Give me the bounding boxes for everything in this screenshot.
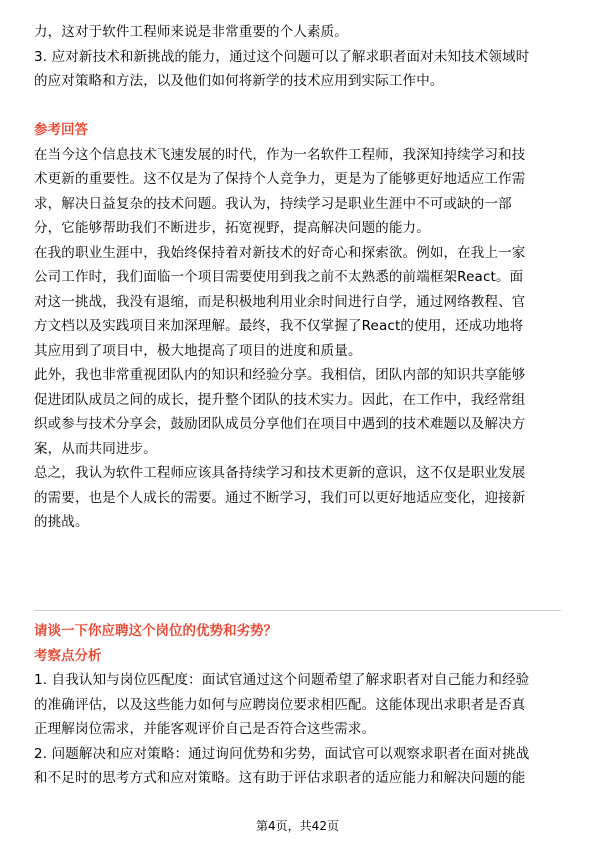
question-section xyxy=(34,621,561,793)
text-line: 2. 问题解决和应对策略：通过询问优势和劣势，面试官可以观察求职者在面对挑战 xyxy=(34,745,530,762)
text-line: 分，它能够帮助我们不断进步，拓宽视野，提高解决问题的能力。 xyxy=(34,220,430,236)
page-number: 第4页，共42页 xyxy=(256,819,339,833)
text-line: 力，这对于软件工程师来说是非常重要的个人素质。 xyxy=(34,24,348,40)
text-line: 其应用到了项目中，极大地提高了项目的进度和质量。 xyxy=(34,342,362,359)
text-line: 公司工作时，我们面临一个项目需要使用到我之前不太熟悉的前端框架React。面 xyxy=(34,269,524,285)
reference-answer-heading: 参考回答 xyxy=(34,122,88,138)
text-line: 3. 应对新技术和新挑战的能力，通过这个问题可以了解求职者面对未知技术领域时 xyxy=(34,48,530,65)
text-line: 织或参与技术分享会，鼓励团队成员分享他们在项目中遇到的技术难题以及解决方 xyxy=(34,416,526,432)
criteria-continuation xyxy=(34,22,561,96)
text-line: 在我的职业生涯中，我始终保持着对新技术的好奇心和探索欲。例如，在我上一家 xyxy=(34,244,526,261)
text-line: 总之，我认为软件工程师应该具备持续学习和技术更新的意识，这不仅是职业发展 xyxy=(34,465,526,481)
text-line: 1. 自我认知与岗位匹配度：面试官通过这个问题希望了解求职者对自己能力和经验 xyxy=(34,672,530,688)
text-line: 此外，我也非常重视团队内的知识和经验分享。我相信，团队内部的知识共享能够 xyxy=(34,367,526,383)
text-line: 的应对策略和方法，以及他们如何将新学的技术应用到实际工作中。 xyxy=(34,73,444,89)
text-line: 方文档以及实践项目来加深理解。最终，我不仅掌握了React的使用，还成功地将 xyxy=(34,318,524,334)
analysis-heading: 考察点分析 xyxy=(34,647,102,664)
text-line: 术更新的重要性。这不仅是为了保持个人竞争力，更是为了能够更好地适应工作需 xyxy=(34,171,526,187)
reference-answer-section xyxy=(34,120,561,537)
text-line: 在当今这个信息技术飞速发展的时代，作为一名软件工程师，我深知持续学习和技 xyxy=(34,146,526,163)
text-line: 和不足时的思考方式和应对策略。这有助于评估求职者的适应能力和解决问题的能 xyxy=(34,770,526,786)
section-divider xyxy=(34,610,561,611)
text-line: 促进团队成员之间的成长，提升整个团队的技术实力。因此，在工作中，我经常组 xyxy=(34,391,526,408)
text-line: 的挑战。 xyxy=(34,514,89,530)
text-line: 求，解决日益复杂的技术问题。我认为，持续学习是职业生涯中不可或缺的一部 xyxy=(34,195,512,212)
text-line: 的准确评估，以及这些能力如何与应聘岗位要求相匹配。这能体现出求职者是否真 xyxy=(34,696,526,713)
question-title: 请谈一下你应聘这个岗位的优势和劣势？ xyxy=(34,623,277,639)
text-line: 正理解岗位需求，并能客观评价自己是否符合这些需求。 xyxy=(34,721,376,737)
text-line: 对这一挑战，我没有退缩，而是积极地利用业余时间进行自学，通过网络教程、官 xyxy=(34,293,526,310)
text-line: 案，从而共同进步。 xyxy=(34,440,157,457)
text-line: 的需要，也是个人成长的需要。通过不断学习，我们可以更好地适应变化，迎接新 xyxy=(34,489,526,506)
